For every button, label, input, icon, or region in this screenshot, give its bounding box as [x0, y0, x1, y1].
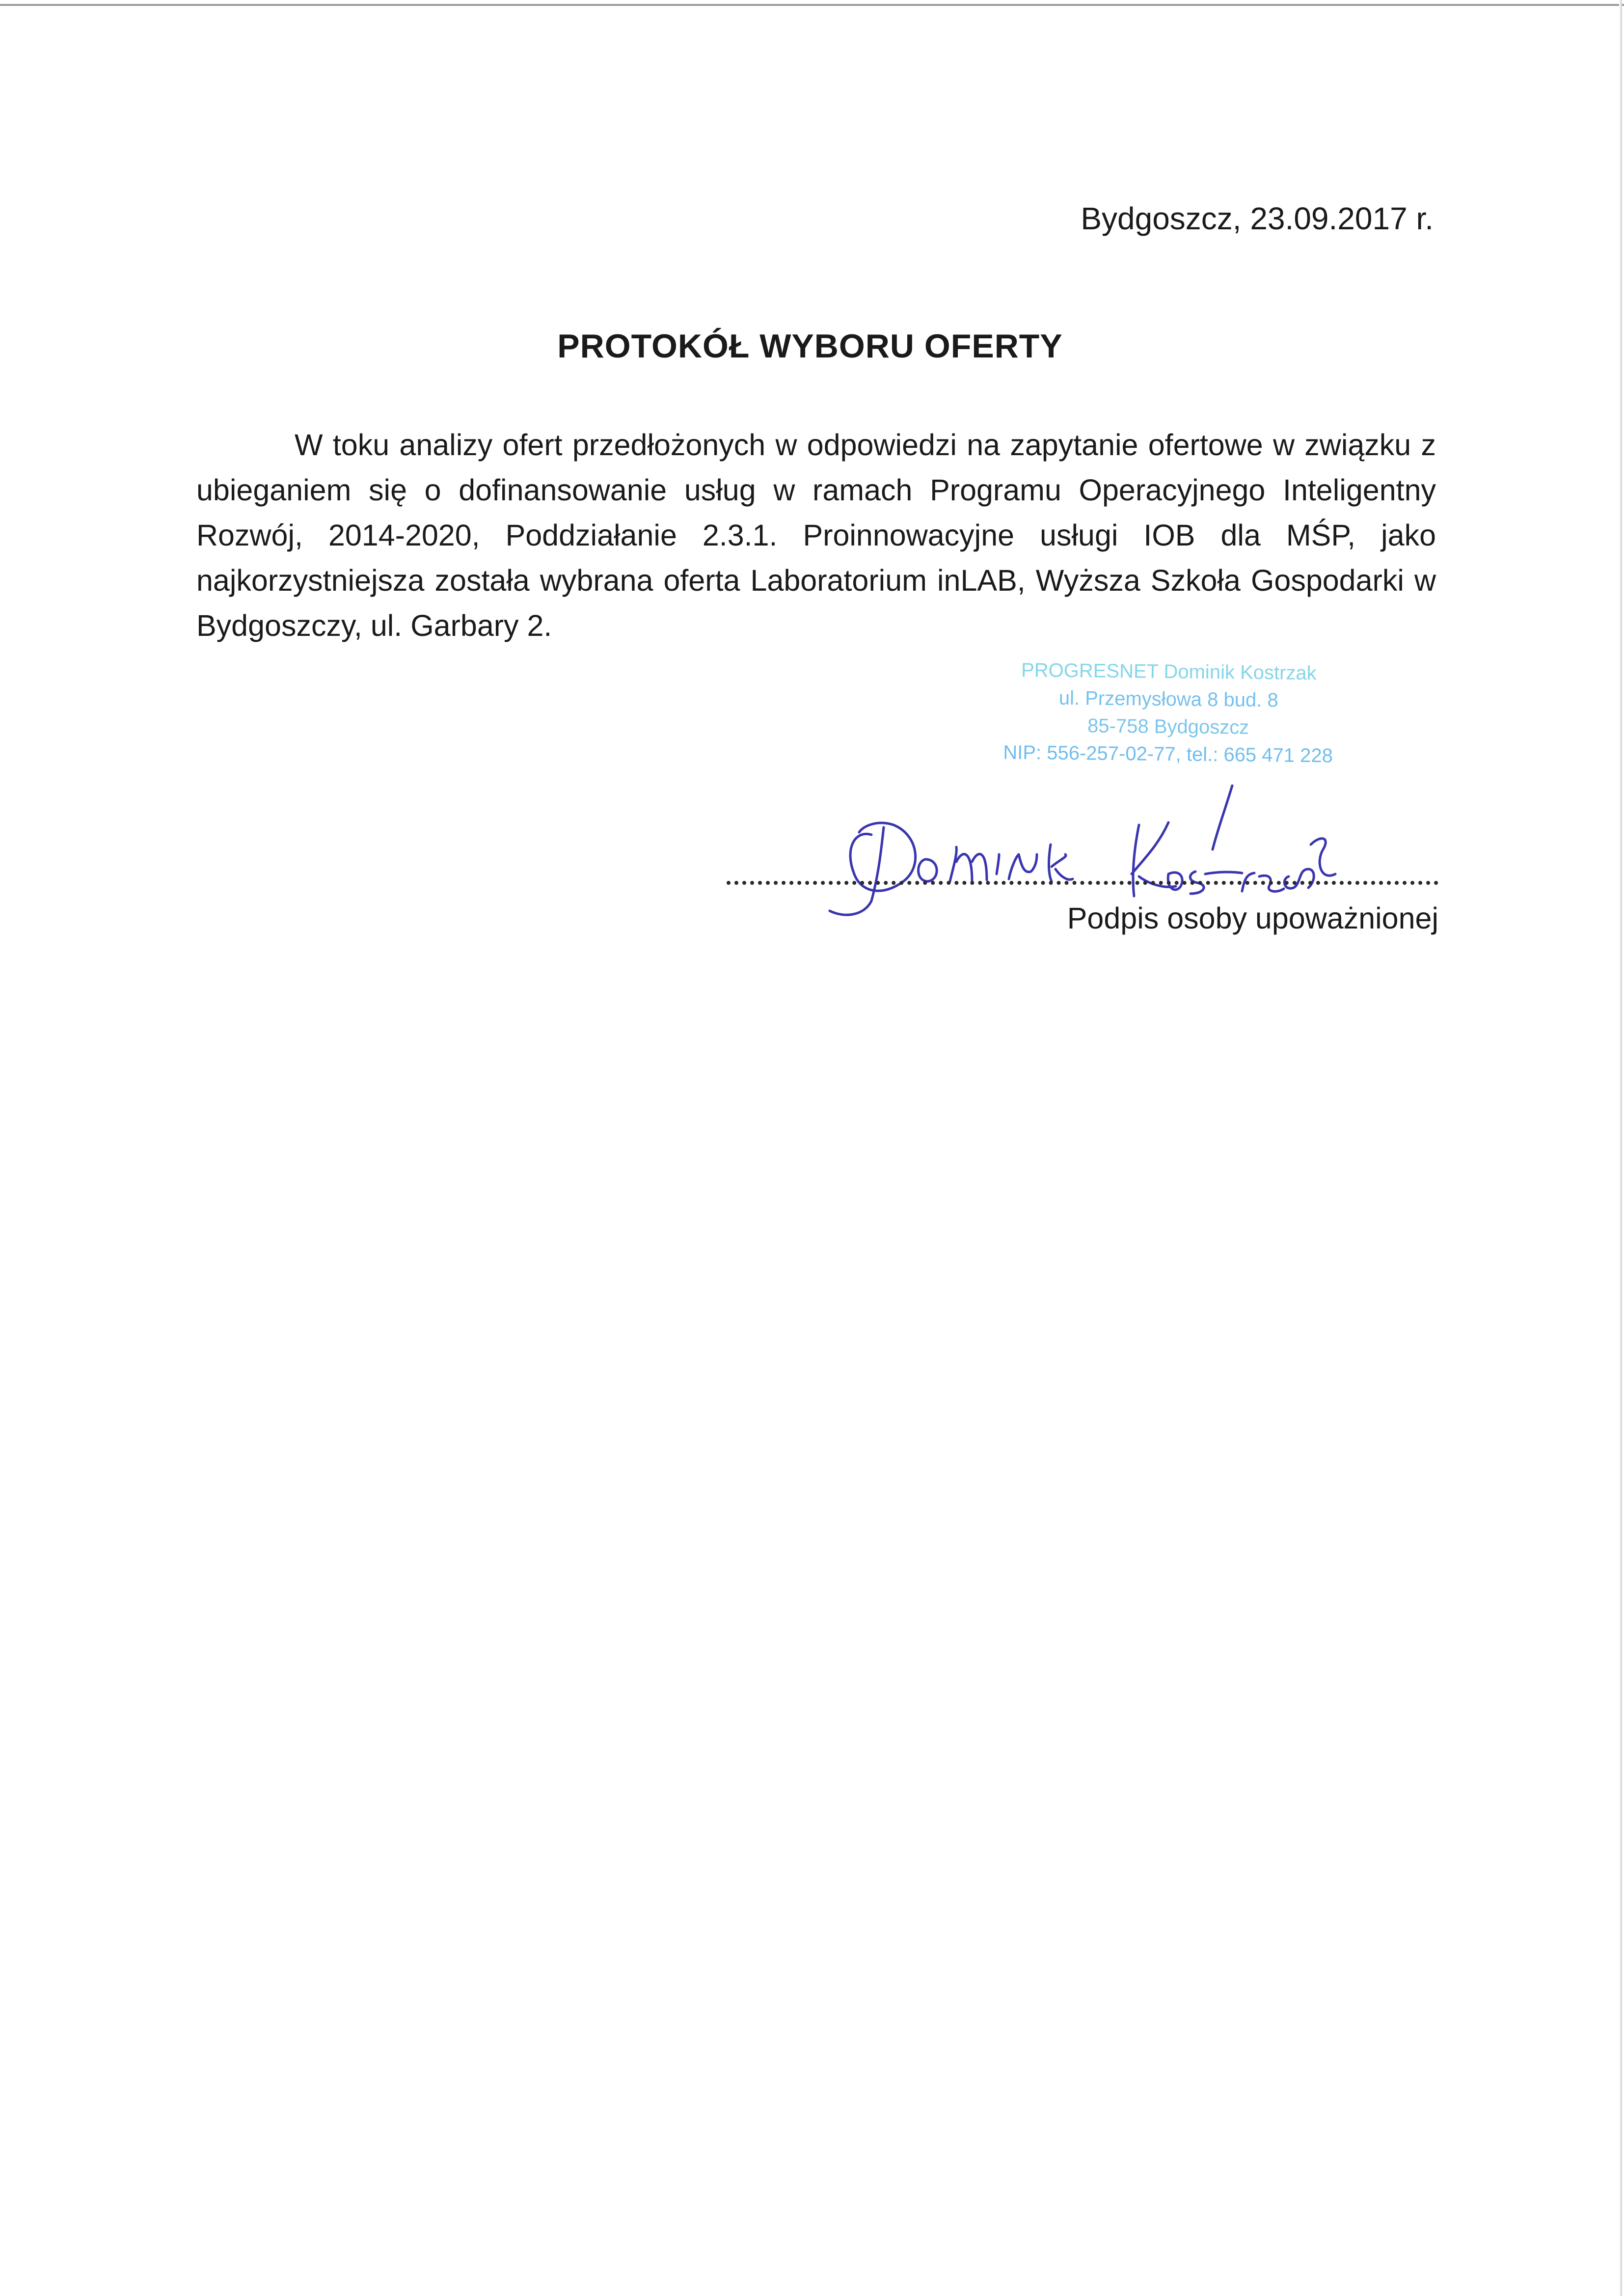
stamp-company-line: PROGRESNET Dominik Kostrzak — [1021, 659, 1317, 684]
stamp-nip-line: NIP: 556-257-02-77, tel.: 665 471 228 — [1003, 741, 1333, 767]
stamp-city-line: 85-758 Bydgoszcz — [1087, 715, 1249, 738]
stamp-address-line: ul. Przemysłowa 8 bud. 8 — [1058, 687, 1278, 711]
date-line: Bydgoszcz, 23.09.2017 r. — [1081, 201, 1434, 236]
scan-right-edge — [1619, 0, 1622, 2296]
company-stamp — [967, 656, 1370, 770]
scan-top-edge — [0, 4, 1624, 6]
document-title: PROTOKÓŁ WYBORU OFERTY — [557, 328, 1063, 365]
signature-dotted-line — [727, 869, 1438, 885]
signature-caption: Podpis osoby upoważnionej — [1067, 902, 1438, 935]
body-paragraph: W toku analizy ofert przedłożonych w odpowiedzi na zapytanie ofertowe w związku z ubieganiem się o dofinansowanie usług w ramach Programu Operacyjnego Inteligentny Rozwój, 2014-2020, Poddziałanie 2.3.1. Proinnowacyjne usługi IOB dla MŚP, jako najkorzystniejsza została wybrana oferta Laboratorium inLAB, Wyższa Szkoła Gospodarki w Bydgoszczy, ul. Garbary 2. — [196, 428, 1436, 642]
